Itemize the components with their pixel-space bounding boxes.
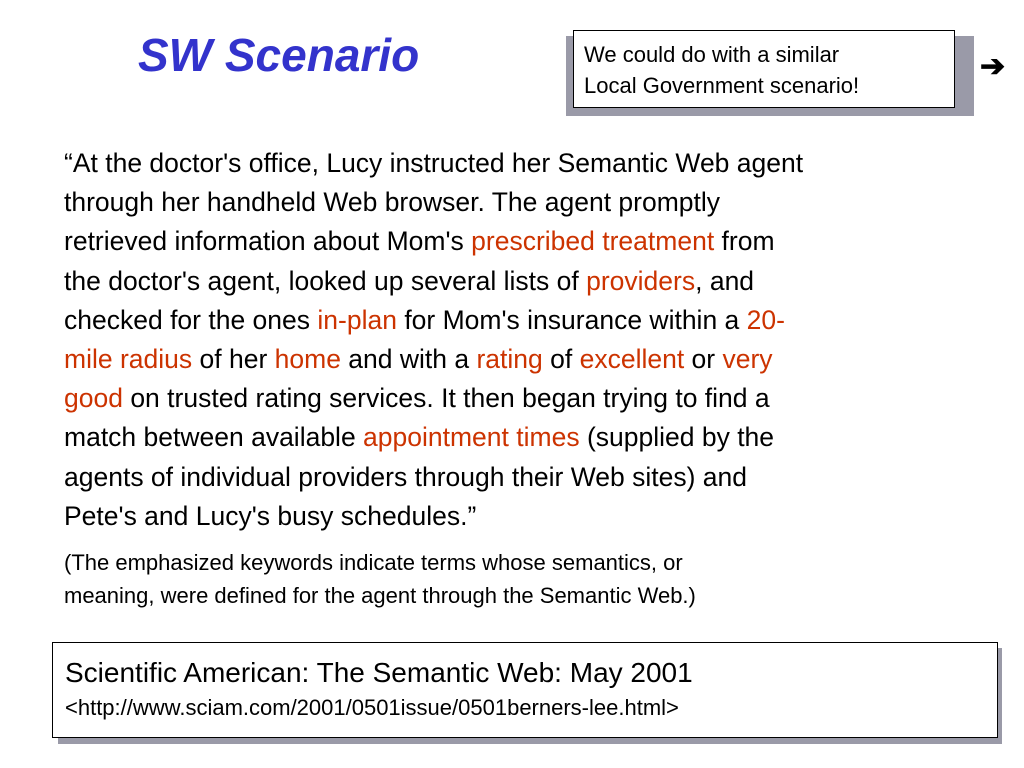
quote-text: Pete's and Lucy's busy schedules.” [64,500,477,531]
quote-text: checked for the ones [64,304,318,335]
keyword-rating: rating [476,344,543,375]
quote-line [64,458,984,497]
callout-line: Local Government scenario! [584,73,860,98]
quote-text: or [684,344,723,375]
keyword-very-good: good [64,383,123,414]
keywords-note [64,546,964,612]
quote-line [64,340,984,379]
quote-text: match between available [64,422,364,453]
reference-title: Scientific American: The Semantic Web: May 2001 [65,657,693,688]
quote-text: agents of individual providers through their Web sites) and [64,461,748,492]
quote-line [64,379,984,418]
keyword-very-good: very [722,344,773,375]
quote-text: through her handheld Web browser. The agent promptly [64,187,721,218]
quote-text: the doctor's agent, looked up several lists of [64,265,587,296]
quote-line [64,262,984,301]
quote-text: retrieved information about Mom's [64,226,472,257]
keyword-providers: providers [586,265,696,296]
quote-text: of her [192,344,275,375]
keyword-home: home [274,344,341,375]
quote-text: “At the doctor's office, Lucy instructed her Semantic Web agent [64,148,804,178]
quote-text: on trusted rating services. It then began trying to find a [122,383,770,414]
callout-line: We could do with a similar [584,42,840,67]
quote-text: for Mom's insurance within a [396,304,747,335]
keyword-20-mile-radius: mile radius [64,344,193,375]
quote-line [64,418,984,457]
keyword-appointment-times: appointment times [363,422,580,453]
callout-box [573,30,955,108]
quote-text: and with a [340,344,477,375]
quote-line [64,301,984,340]
quote-line [64,183,984,222]
keyword-20-mile-radius: 20- [746,304,785,335]
keyword-prescribed-treatment: prescribed treatment [471,226,715,257]
note-line: (The emphasized keywords indicate terms whose semantics, or [64,550,683,575]
reference-box [52,642,998,738]
quote-paragraph [64,144,984,536]
keyword-in-plan: in-plan [317,304,397,335]
quote-line [64,497,984,536]
slide-title: SW Scenario [138,29,420,81]
quote-line [64,144,984,183]
quote-text: , and [695,265,755,296]
quote-text: of [542,344,580,375]
quote-text: from [714,226,775,257]
keyword-excellent: excellent [579,344,685,375]
quote-text: (supplied by the [579,422,775,453]
quote-line [64,222,984,261]
right-arrow-icon: ➔ [980,50,1006,83]
reference-url: <http://www.sciam.com/2001/0501issue/0501berners-lee.html> [65,695,679,720]
note-line: meaning, were defined for the agent through the Semantic Web.) [64,583,696,608]
